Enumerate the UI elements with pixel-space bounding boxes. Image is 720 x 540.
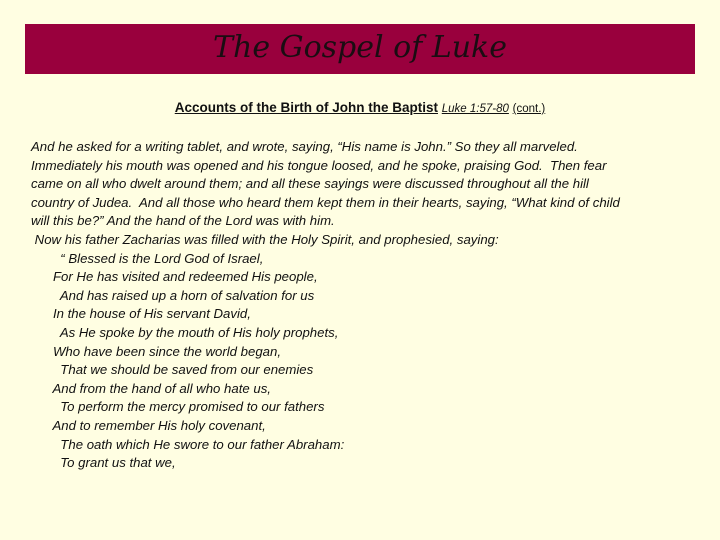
passage-line: Immediately his mouth was opened and his tongue loosed, and he spoke, praising God. Then fear bbox=[31, 157, 607, 173]
passage-line: Who have been since the world began, bbox=[31, 343, 281, 359]
passage-line: will this be?” And the hand of the Lord was with him. bbox=[31, 213, 335, 229]
passage-line: country of Judea. And all those who heard them kept them in their hearts, saying, “What kind of child bbox=[31, 194, 620, 210]
title-banner bbox=[25, 24, 695, 74]
scripture-passage bbox=[31, 138, 701, 473]
passage-line: For He has visited and redeemed His people, bbox=[31, 269, 318, 285]
passage-line: To grant us that we, bbox=[31, 455, 176, 471]
passage-line: came on all who dwelt around them; and all these sayings were discussed throughout all the hill bbox=[31, 176, 589, 192]
passage-line: And has raised up a horn of salvation for us bbox=[31, 287, 315, 303]
subtitle bbox=[0, 100, 720, 115]
passage-line: To perform the mercy promised to our fathers bbox=[31, 399, 325, 415]
passage-line: Now his father Zacharias was filled with the Holy Spirit, and prophesied, saying: bbox=[31, 231, 499, 247]
passage-line: And to remember His holy covenant, bbox=[31, 417, 266, 433]
passage-line: And he asked for a writing tablet, and wrote, saying, “His name is John.” So they all marveled. bbox=[31, 139, 578, 154]
passage-line: As He spoke by the mouth of His holy prophets, bbox=[31, 324, 339, 340]
subtitle-heading: Accounts of the Birth of John the Baptist bbox=[174, 100, 438, 115]
passage-line: In the house of His servant David, bbox=[31, 306, 251, 322]
slide-title: The Gospel of Luke bbox=[212, 30, 507, 65]
continued-label: (cont.) bbox=[512, 103, 546, 115]
scripture-reference: Luke 1:57-80 bbox=[441, 103, 509, 115]
passage-line: The oath which He swore to our father Abraham: bbox=[31, 436, 345, 452]
passage-line: And from the hand of all who hate us, bbox=[31, 380, 271, 396]
passage-line: “ Blessed is the Lord God of Israel, bbox=[31, 250, 264, 266]
passage-line: That we should be saved from our enemies bbox=[31, 362, 314, 378]
